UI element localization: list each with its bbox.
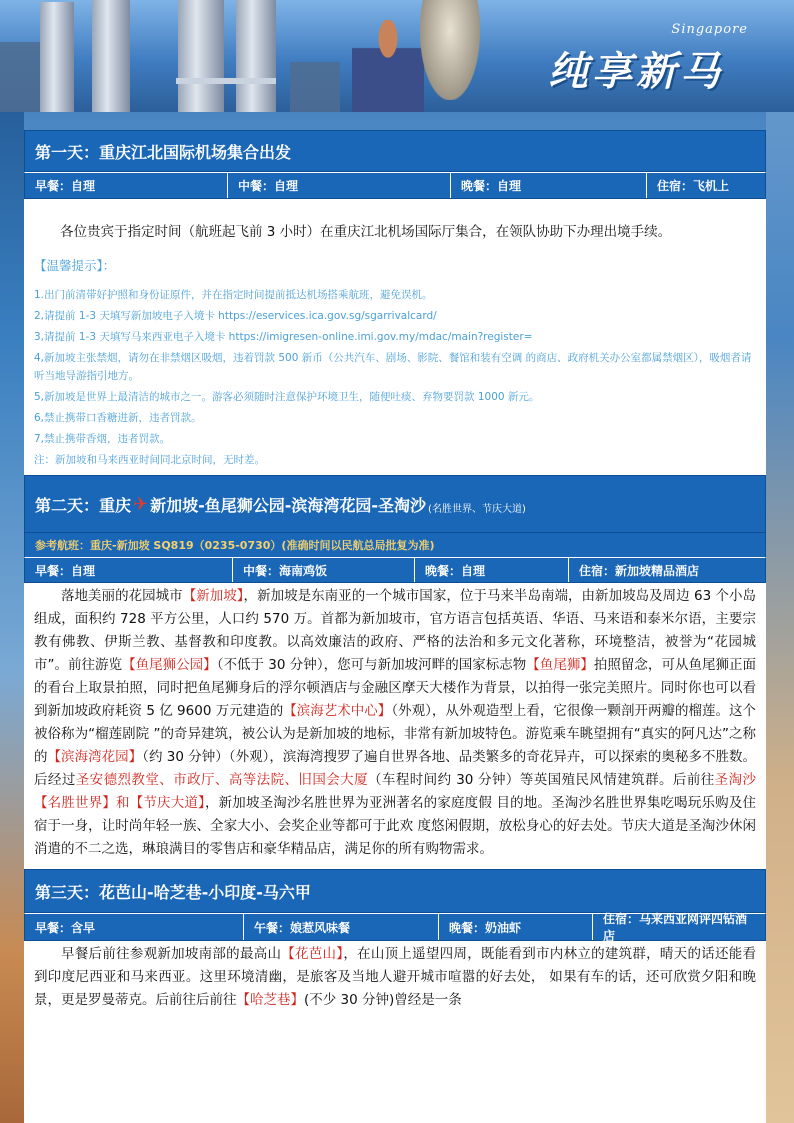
day3-title: 第三天：花芭山-哈芝巷-小印度-马六甲 [35, 882, 311, 902]
text-run: ，新加坡是东南亚的一个城市国家，位于马来半岛南端，由新加坡岛及周边 63 个小岛组成，面积约 728 平方公里，人口约 570 万。首都为新加坡市，官方语言包括英语、华语、马来语和泰米尔语，主要宗教有佛教、伊斯兰教、基督教和印度教。以高效廉洁的政府、严格的法治和多元文化著称，环境整洁，被誉为“花园城市”。前往游览 [34, 588, 757, 673]
tip-item: 7,禁止携带香烟，违者罚款。 [34, 433, 171, 445]
background-right [766, 0, 794, 1123]
tip-item: 6,禁止携带口香糖进新，违者罚款。 [34, 412, 202, 424]
tip-item: 1.出门前清带好护照和身份证原件，并在指定时间提前抵达机场搭乘航班，避免误机。 [34, 289, 433, 301]
highlight-colonial-buildings: 圣安德烈教堂、市政厅、高等法院、旧国会大厦 [75, 772, 368, 788]
text-run: （约 30 分钟）（外观），滨海湾搜罗了遍自世界各地、品类繁多的奇花异卉，可以探索的奥秘多不胜数。后经过 [34, 749, 757, 788]
logo-script-text: Singapore [671, 22, 748, 37]
tip-item: 2,请提前 1-3 天填写新加坡电子入境卡 https://eservices.ica.gov.sg/sgarrivalcard/ [34, 310, 437, 322]
tip-item: 5,新加坡是世界上最清洁的城市之一。游客必须随时注意保护环境卫生，随便吐痰、弃物要罚款 1000 新元。 [34, 391, 540, 403]
text-run: （不低于 30 分钟），您可与新加坡河畔的国家标志物 [216, 657, 527, 673]
background-left [0, 0, 24, 1123]
traveler-image [352, 20, 424, 112]
text-run: 落地美丽的花园城市 [61, 588, 183, 604]
tower-image [178, 0, 224, 112]
tower-image [40, 2, 74, 112]
highlight-sentosa: 圣淘沙【名胜世界】和【节庆大道】 [34, 772, 757, 811]
day2-title-part1: 第二天：重庆 [35, 495, 132, 515]
text-run: (不少 30 分钟)曾经是一条 [304, 992, 462, 1008]
header-banner [0, 0, 794, 112]
highlight-merlion: 【鱼尾狮】 [526, 657, 594, 673]
building-image [0, 42, 40, 112]
day2-title-part2: 新加坡-鱼尾狮公园-滨海湾花园-圣淘沙 [150, 495, 427, 515]
tips-heading: 【温馨提示】： [34, 258, 116, 273]
highlight-merlion-park: 【鱼尾狮公园】 [122, 657, 217, 673]
day1-meals-row [24, 172, 766, 199]
tower-image [236, 0, 276, 112]
sky-bridge-image [176, 78, 276, 84]
day2-meals-row [24, 557, 766, 583]
tip-item: 3,请提前 1-3 天填写马来西亚电子入境卡 https://imigresen-online.imi.gov.my/mdac/main?register= [34, 331, 533, 343]
logo-main-text: 纯享新马 [548, 48, 724, 95]
day2-title-note: (名胜世界、节庆大道) [428, 503, 526, 515]
day1-title-bar [24, 130, 766, 172]
day1-dinner: 晚餐：自理 [451, 173, 647, 198]
flight-text: 参考航班：重庆-新加坡 SQ819（0235-0730）(准确时间以民航总局批复为准) [35, 539, 435, 552]
day3-description [24, 941, 766, 1012]
highlight-gardens: 【滨海湾花园】 [47, 749, 143, 765]
day1-breakfast: 早餐：自理 [25, 173, 228, 198]
highlight-faber: 【花芭山】 [281, 946, 344, 962]
brand-logo [548, 18, 768, 98]
highlight-haji-lane: 【哈芝巷】 [236, 992, 304, 1008]
building-image [290, 62, 340, 112]
tower-image [92, 0, 130, 112]
tip-item: 注：新加坡和马来西亚时间同北京时间，无时差。 [34, 454, 265, 466]
day3-title-bar [24, 869, 766, 913]
day2-hotel: 住宿：新加坡精品酒店 [579, 563, 700, 578]
day2-flight-info [24, 533, 766, 557]
itinerary-document [24, 130, 766, 1123]
text-run: （车程时间约 30 分钟）等英国殖民风情建筑群。后前往 [368, 772, 715, 788]
day1-hotel: 住宿：飞机上 [657, 179, 730, 193]
highlight-esplanade: 【滨海艺术中心】 [283, 703, 392, 719]
day3-dinner: 晚餐：奶油虾 [439, 914, 593, 940]
highlight-singapore: 【新加坡】 [182, 588, 244, 604]
text-run: 早餐后前往参观新加坡南部的最高山 [61, 946, 282, 962]
text-run: （外观），从外观造型上看，它很像一颗剖开两瓣的榴莲。这个被俗称为“榴莲剧院 ”的奇异建筑，被公认为是新加坡的地标，非常有新加坡特色。游览乘车眺望拥有“真实的阿凡达”之称的 [34, 703, 757, 765]
day2-breakfast: 早餐：自理 [25, 558, 233, 582]
day2-lunch: 中餐：海南鸡饭 [233, 558, 415, 582]
text-run: 拍照留念，可从鱼尾狮正面的看台上取景拍照，同时把鱼尾狮身后的浮尔顿酒店与金融区摩天大楼作为背景，以拍得一张完美照片。同时你也可以看到新加坡政府耗资 5 亿 9600 万元建造的 [34, 657, 757, 719]
day2-dinner: 晚餐：自理 [415, 558, 569, 582]
day2-title-bar [24, 475, 766, 533]
merlion-image [420, 0, 480, 100]
tip-item: 4,新加坡主张禁烟，请勿在非禁烟区吸烟，违着罚款 500 新币（公共汽车、剧场、影院、餐馆和装有空调 的商店、政府机关办公室都属禁烟区），吸烟者请听当地导游指引地方。 [34, 352, 752, 382]
day1-lunch: 中餐：自理 [228, 173, 451, 198]
text-run: ，新加坡圣淘沙名胜世界为亚洲著名的家庭度假 目的地。圣淘沙名胜世界集吃喝玩乐购及住宿于一身，让时尚年轻一族、全家大小、会奖企业等都可于此欢 度悠闲假期，放松身心的好去处。节庆大道是圣淘沙休闲消遣的不二之选，琳琅满目的零售店和豪华精品店，满足你的所有购物需求。 [34, 795, 757, 857]
day1-intro: 各位贵宾于指定时间（航班起飞前 3 小时）在重庆江北机场国际厅集合，在领队协助下办理出境手续。 [60, 224, 672, 240]
text-run: ，在山顶上遥望四周，既能看到市内林立的建筑群，晴天的话还能看到印度尼西亚和马来西亚。这里环境清幽，是旅客及当地人避开城市喧嚣的好去处， 如果有车的话，还可欣赏夕阳和晚景，更是罗曼蒂克。后前往后前往 [34, 946, 757, 1008]
day3-lunch: 午餐：娘惹风味餐 [244, 914, 439, 940]
day3-meals-row [24, 913, 766, 941]
airplane-icon: ✈ [133, 493, 149, 515]
day1-title: 第一天：重庆江北国际机场集合出发 [35, 142, 292, 162]
day2-description [24, 583, 766, 861]
day3-breakfast: 早餐：含早 [25, 914, 244, 940]
day3-hotel: 住宿：马来西亚网评四钻酒店 [603, 912, 748, 943]
